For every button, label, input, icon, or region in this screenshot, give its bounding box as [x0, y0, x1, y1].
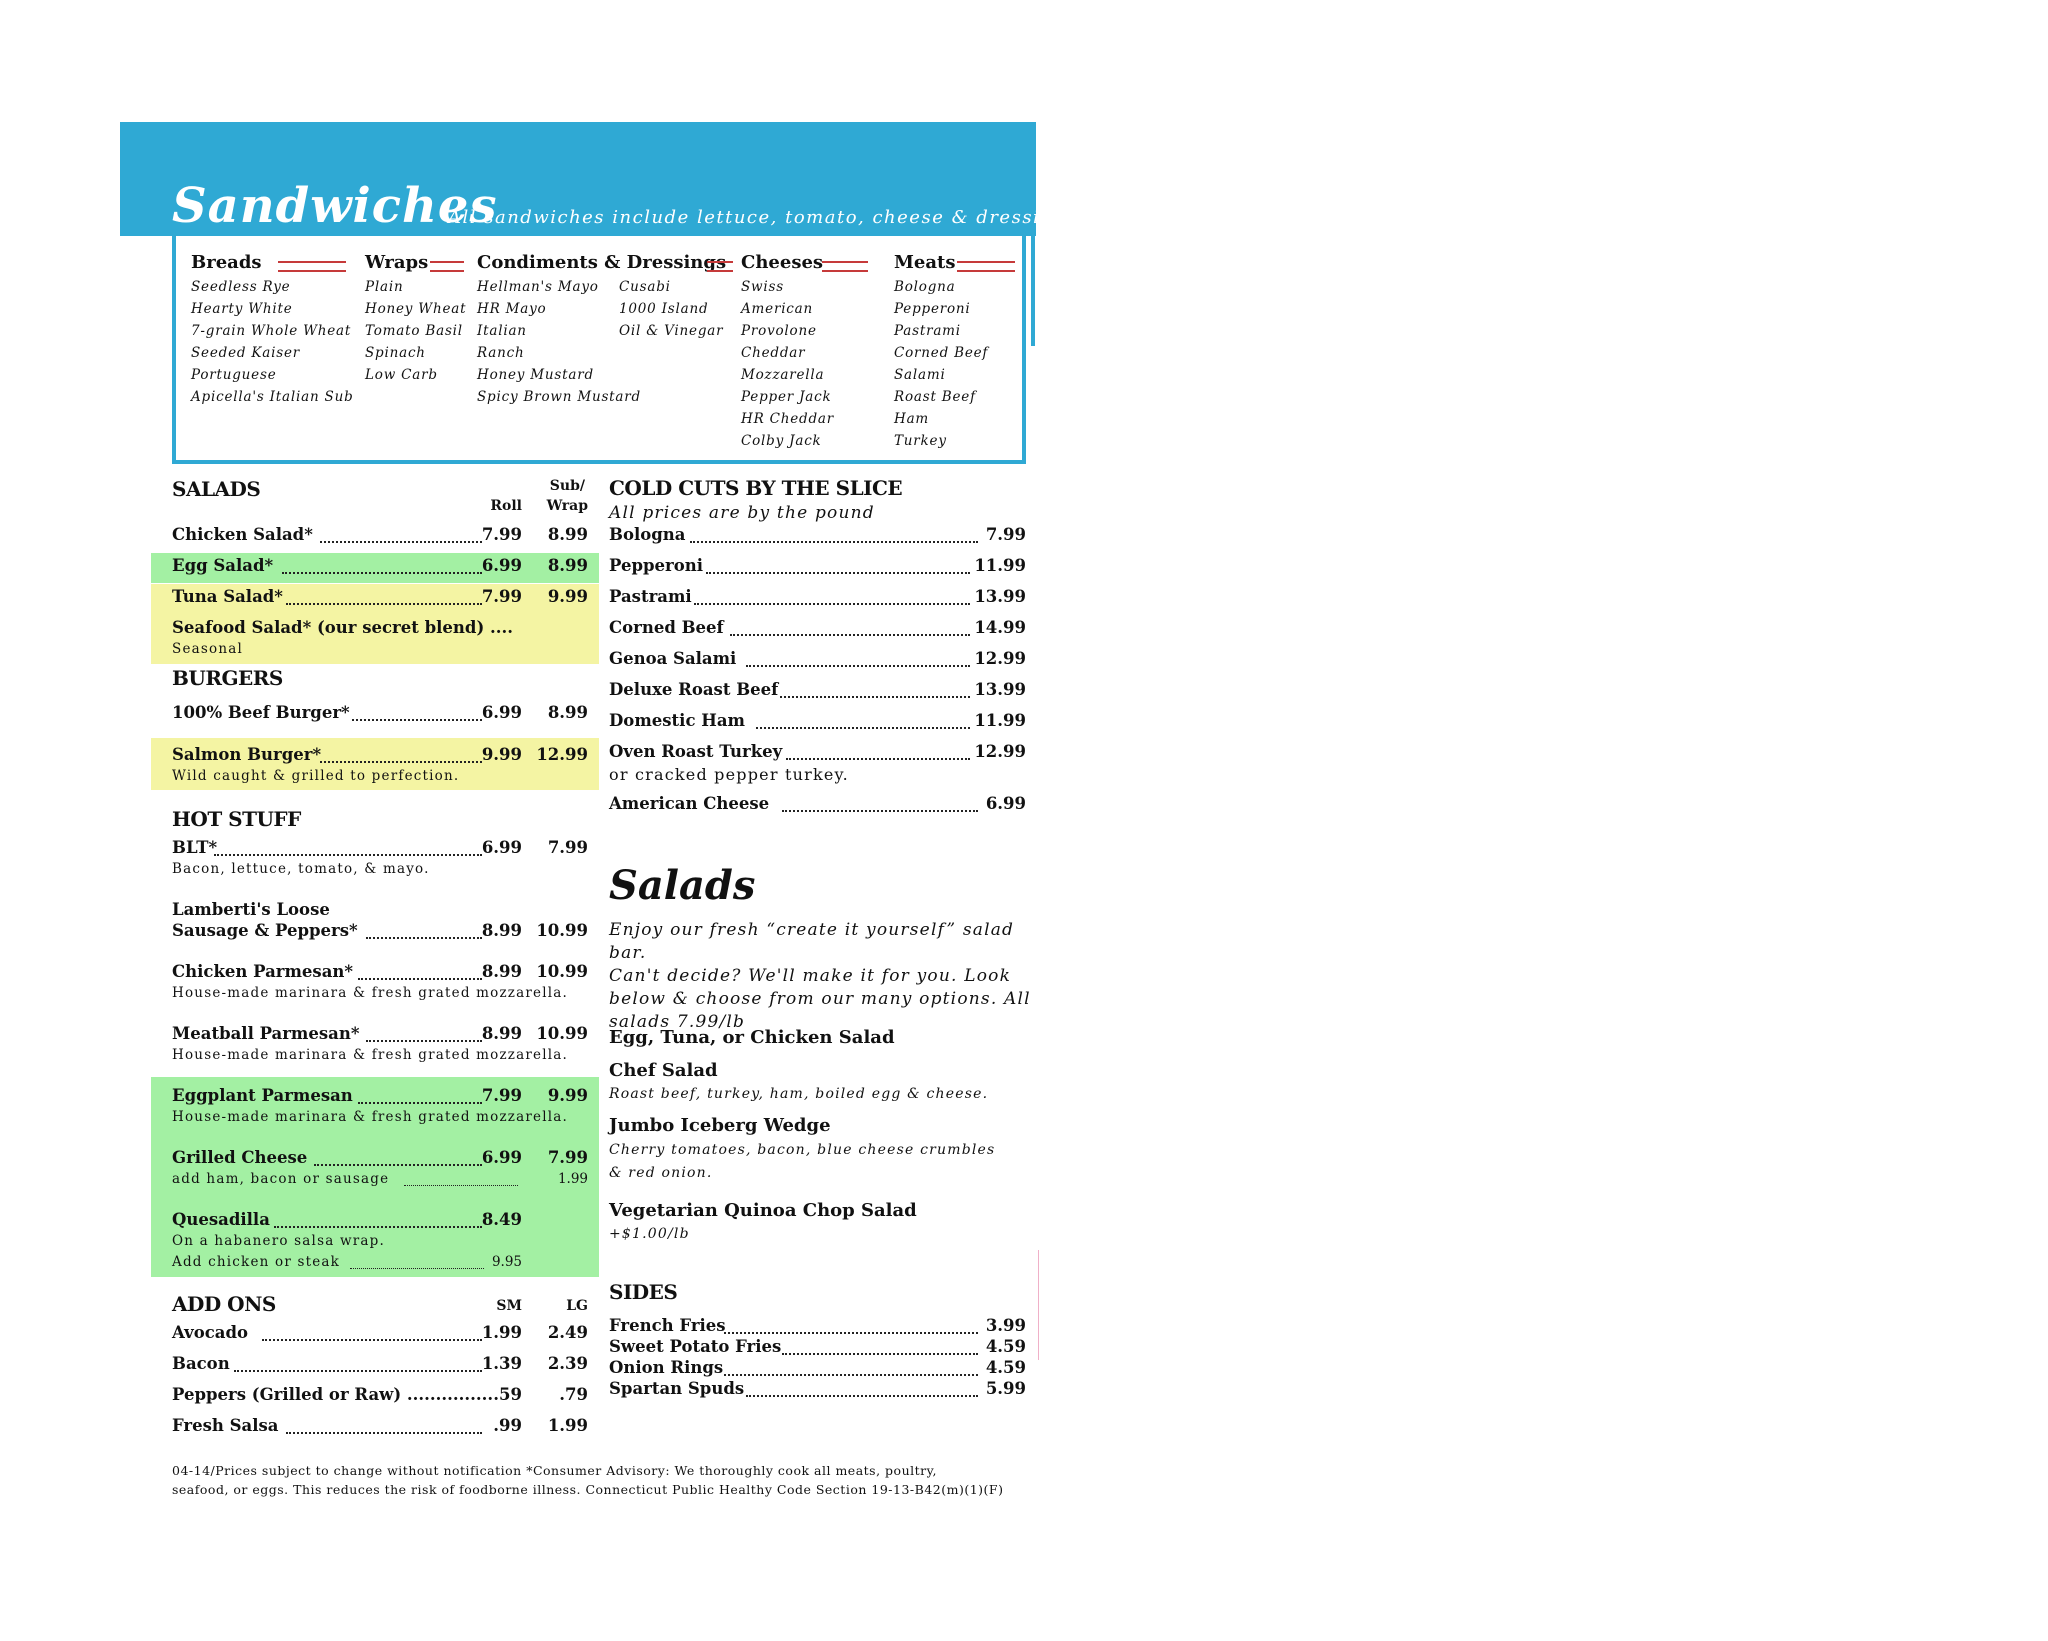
- leader-dots: [286, 1432, 482, 1434]
- price: 6.99: [985, 794, 1026, 813]
- col-lg-header: LG: [566, 1298, 588, 1314]
- cheeses-list: [741, 276, 834, 452]
- salad-bar-intro: [609, 919, 1039, 1034]
- menu-item-note: or cracked pepper turkey.: [609, 765, 849, 784]
- leader-dots: [782, 1353, 978, 1355]
- menu-item-name: Spartan Spuds: [609, 1379, 745, 1398]
- menu-item-name: Bologna: [609, 525, 686, 544]
- intro-line: salads 7.99/lb: [609, 1012, 746, 1032]
- price-sub: 7.99: [547, 1148, 588, 1167]
- price-sub: 10.99: [536, 962, 588, 981]
- sides-title: SIDES: [609, 1280, 678, 1304]
- leader-dots: [282, 572, 482, 574]
- menu-item-name: Quesadilla: [172, 1210, 270, 1229]
- menu-item-name: Domestic Ham: [609, 711, 745, 730]
- leader-dots: [314, 1164, 482, 1166]
- list-item: Apicella's Italian Sub: [191, 389, 354, 405]
- menu-item-name: Chicken Salad*: [172, 525, 313, 544]
- leader-dots: [366, 937, 482, 939]
- list-item: Seeded Kaiser: [191, 345, 301, 361]
- meats-list: [894, 276, 988, 452]
- menu-item-name: Bacon: [172, 1354, 230, 1373]
- list-item: Low Carb: [365, 367, 438, 383]
- menu-item-name: Salmon Burger*: [172, 745, 322, 764]
- price-roll: 7.99: [481, 525, 522, 544]
- menu-item-note: On a habanero salsa wrap.: [172, 1233, 385, 1249]
- price: 13.99: [974, 680, 1026, 699]
- wraps-heading: Wraps: [365, 252, 429, 273]
- condiments-heading: Condiments & Dressings: [477, 252, 727, 273]
- price-roll: 8.49: [481, 1210, 522, 1229]
- price-roll: 9.99: [481, 745, 522, 764]
- sandwiches-subtitle: All sandwiches include lettuce, tomato, cheese & dressing.: [448, 207, 1074, 228]
- meats-rule: [957, 261, 1015, 272]
- edge-mark: [1038, 1250, 1039, 1360]
- price-roll: 7.99: [481, 1086, 522, 1105]
- price-roll: 6.99: [481, 703, 522, 722]
- cold-cuts-subtitle: All prices are by the pound: [609, 503, 875, 523]
- menu-item-name: Deluxe Roast Beef: [609, 680, 779, 699]
- addon-price: 9.95: [491, 1254, 522, 1270]
- menu-item-name: 100% Beef Burger*: [172, 703, 350, 722]
- price-sm: 1.99: [481, 1323, 522, 1342]
- menu-item-name: BLT*: [172, 838, 218, 857]
- price: 4.59: [985, 1358, 1026, 1377]
- price-sub: 10.99: [536, 1024, 588, 1043]
- list-item: Ranch: [477, 345, 525, 361]
- price-sm: 1.39: [481, 1354, 522, 1373]
- price: 11.99: [974, 556, 1026, 575]
- col-roll-header: Roll: [490, 498, 522, 514]
- list-item: Turkey: [894, 433, 947, 449]
- breads-heading: Breads: [191, 252, 262, 273]
- price-sub: 8.99: [547, 525, 588, 544]
- leader-dots: [746, 665, 970, 667]
- price-roll: 7.99: [481, 587, 522, 606]
- leader-dots: [352, 719, 482, 721]
- price-roll: 6.99: [481, 556, 522, 575]
- menu-item-name: Oven Roast Turkey: [609, 742, 783, 761]
- menu-item-note: Cherry tomatoes, bacon, blue cheese crumbles: [609, 1142, 996, 1158]
- intro-line: Enjoy our fresh “create it yourself” salad bar.: [609, 920, 1015, 963]
- list-item: Provolone: [741, 323, 817, 339]
- leader-dots: [786, 758, 970, 760]
- leader-dots: [286, 603, 482, 605]
- col-wrap-header: Wrap: [546, 498, 588, 514]
- addon-price: 1.99: [557, 1171, 588, 1187]
- list-item: Hellman's Mayo: [477, 279, 599, 295]
- leader-dots: [234, 1370, 482, 1372]
- menu-item-name: Pastrami: [609, 587, 692, 606]
- menu-item-note-2: Add chicken or steak: [172, 1254, 341, 1270]
- cheeses-heading: Cheeses: [741, 252, 824, 273]
- leader-dots: [350, 1268, 484, 1269]
- menu-item-name: Chicken Parmesan*: [172, 962, 354, 981]
- price-lg: 1.99: [547, 1416, 588, 1435]
- list-item: American: [741, 301, 814, 317]
- menu-item-note: House-made marinara & fresh grated mozzarella.: [172, 1109, 568, 1125]
- list-item: Tomato Basil: [365, 323, 463, 339]
- price: 13.99: [974, 587, 1026, 606]
- leader-dots: [724, 1332, 978, 1334]
- menu-item-name: Corned Beef: [609, 618, 724, 637]
- list-item: Portuguese: [191, 367, 277, 383]
- breads-list: [191, 276, 354, 408]
- list-item: Cusabi: [619, 279, 671, 295]
- leader-dots: [358, 1102, 482, 1104]
- price-roll: 8.99: [481, 962, 522, 981]
- price: 4.59: [985, 1337, 1026, 1356]
- menu-item-name: Seafood Salad* (our secret blend) ....: [172, 618, 513, 637]
- list-item: Mozzarella: [741, 367, 825, 383]
- leader-dots: [780, 696, 970, 698]
- menu-item-name: Fresh Salsa: [172, 1416, 279, 1435]
- banner-edge: [1031, 236, 1035, 346]
- menu-item-note: House-made marinara & fresh grated mozzarella.: [172, 1047, 568, 1063]
- price-roll: 8.99: [481, 1024, 522, 1043]
- menu-item-name: American Cheese: [609, 794, 770, 813]
- menu-item-name: Sweet Potato Fries: [609, 1337, 782, 1356]
- menu-item-note: Seasonal: [172, 641, 244, 657]
- hot-stuff-title: HOT STUFF: [172, 807, 301, 831]
- menu-item-name: Eggplant Parmesan: [172, 1086, 353, 1105]
- menu-item-name: Grilled Cheese: [172, 1148, 308, 1167]
- price: 12.99: [974, 649, 1026, 668]
- price-sub: 8.99: [547, 556, 588, 575]
- price: 7.99: [985, 525, 1026, 544]
- leader-dots: [404, 1185, 518, 1186]
- menu-item-name-line1: Lamberti's Loose: [172, 900, 330, 919]
- salad-bar-title: Salads: [609, 862, 756, 909]
- cold-cuts-title: COLD CUTS BY THE SLICE: [609, 476, 903, 500]
- price: 5.99: [985, 1379, 1026, 1398]
- leader-dots: [262, 1339, 482, 1341]
- price-lg: .79: [559, 1385, 588, 1404]
- leader-dots: [274, 1226, 482, 1228]
- list-item: Honey Wheat: [365, 301, 467, 317]
- menu-item-name: Pepperoni: [609, 556, 703, 575]
- col-sub-header: Sub/: [549, 478, 585, 494]
- menu-item-note-2: & red onion.: [609, 1165, 713, 1181]
- meats-heading: Meats: [894, 252, 956, 273]
- price: 3.99: [985, 1316, 1026, 1335]
- menu-item-name: Meatball Parmesan*: [172, 1024, 360, 1043]
- list-item: Honey Mustard: [477, 367, 594, 383]
- price-sub: 8.99: [547, 703, 588, 722]
- price-sub: 12.99: [536, 745, 588, 764]
- menu-item-name: Egg, Tuna, or Chicken Salad: [609, 1027, 895, 1048]
- list-item: Plain: [365, 279, 404, 295]
- list-item: Hearty White: [191, 301, 293, 317]
- leader-dots: [358, 978, 482, 980]
- leader-dots: [724, 1374, 978, 1376]
- leader-dots: [756, 727, 970, 729]
- condiments-list-a: [477, 276, 641, 408]
- menu-item-name: Vegetarian Quinoa Chop Salad: [609, 1200, 917, 1221]
- list-item: Oil & Vinegar: [619, 323, 724, 339]
- menu-item-name: Egg Salad*: [172, 556, 274, 575]
- menu-item-name: Chef Salad: [609, 1060, 718, 1081]
- price-lg: 2.39: [547, 1354, 588, 1373]
- footer-line: 04-14/Prices subject to change without notification *Consumer Advisory: We thoroughly cook all meats, poultry,: [172, 1463, 937, 1478]
- price-roll: 8.99: [481, 921, 522, 940]
- price-sm: .59: [493, 1385, 522, 1404]
- price-roll: 6.99: [481, 1148, 522, 1167]
- list-item: Pepperoni: [894, 301, 971, 317]
- list-item: Spicy Brown Mustard: [477, 389, 641, 405]
- price: 11.99: [974, 711, 1026, 730]
- col-sm-header: SM: [496, 1298, 522, 1314]
- price-sub: 7.99: [547, 838, 588, 857]
- footer-line: seafood, or eggs. This reduces the risk of foodborne illness. Connecticut Public Healthy Code Section 19-13-B42(m)(1)(F): [172, 1482, 1004, 1497]
- list-item: Colby Jack: [741, 433, 822, 449]
- price-sub: 9.99: [547, 1086, 588, 1105]
- wraps-rule: [430, 261, 464, 272]
- leader-dots: [746, 1395, 978, 1397]
- list-item: Ham: [894, 411, 930, 427]
- list-item: Corned Beef: [894, 345, 989, 361]
- list-item: 1000 Island: [619, 301, 709, 317]
- price-sub: 10.99: [536, 921, 588, 940]
- salads-title: SALADS: [172, 477, 261, 501]
- menu-item-name: Peppers (Grilled or Raw) ...............: [172, 1385, 494, 1404]
- price-roll: 6.99: [481, 838, 522, 857]
- cheeses-rule: [822, 261, 868, 272]
- leader-dots: [320, 761, 482, 763]
- menu-item-note: +$1.00/lb: [609, 1226, 690, 1242]
- menu-item-note: House-made marinara & fresh grated mozzarella.: [172, 985, 568, 1001]
- breads-rule: [278, 261, 346, 272]
- menu-item-note: Bacon, lettuce, tomato, & mayo.: [172, 861, 430, 877]
- leader-dots: [320, 541, 482, 543]
- list-item: Italian: [477, 323, 527, 339]
- list-item: Bologna: [894, 279, 956, 295]
- menu-item-name: Sausage & Peppers*: [172, 921, 358, 940]
- leader-dots: [690, 541, 978, 543]
- leader-dots: [366, 1040, 482, 1042]
- price: 14.99: [974, 618, 1026, 637]
- price: 12.99: [974, 742, 1026, 761]
- list-item: Salami: [894, 367, 946, 383]
- list-item: Pastrami: [894, 323, 961, 339]
- condiments-rule: [707, 261, 733, 272]
- menu-item-name: Avocado: [172, 1323, 249, 1342]
- menu-item-note: add ham, bacon or sausage: [172, 1171, 390, 1187]
- burgers-title: BURGERS: [172, 666, 283, 690]
- price-sm: .99: [493, 1416, 522, 1435]
- list-item: Spinach: [365, 345, 426, 361]
- leader-dots: [694, 603, 970, 605]
- intro-line: below & choose from our many options. All: [609, 989, 1031, 1009]
- footer-disclaimer: [172, 1461, 1032, 1499]
- menu-item-name: French Fries: [609, 1316, 726, 1335]
- menu-item-note: Roast beef, turkey, ham, boiled egg & cheese.: [609, 1086, 989, 1102]
- wraps-list: [365, 276, 466, 386]
- leader-dots: [706, 572, 970, 574]
- menu-item-name: Onion Rings: [609, 1358, 724, 1377]
- list-item: Cheddar: [741, 345, 806, 361]
- list-item: Swiss: [741, 279, 784, 295]
- list-item: Roast Beef: [894, 389, 976, 405]
- add-ons-title: ADD ONS: [172, 1292, 276, 1316]
- condiments-list-b: [619, 276, 723, 342]
- leader-dots: [214, 854, 482, 856]
- price-sub: 9.99: [547, 587, 588, 606]
- sandwiches-title: Sandwiches: [172, 178, 498, 234]
- menu-item-name: Jumbo Iceberg Wedge: [609, 1115, 831, 1136]
- list-item: HR Cheddar: [741, 411, 835, 427]
- list-item: Seedless Rye: [191, 279, 291, 295]
- list-item: HR Mayo: [477, 301, 547, 317]
- menu-item-name: Genoa Salami: [609, 649, 737, 668]
- leader-dots: [730, 634, 970, 636]
- list-item: Pepper Jack: [741, 389, 832, 405]
- menu-item-note: Wild caught & grilled to perfection.: [172, 768, 460, 784]
- menu-item-name: Tuna Salad*: [172, 587, 283, 606]
- price-lg: 2.49: [547, 1323, 588, 1342]
- list-item: 7-grain Whole Wheat: [191, 323, 352, 339]
- intro-line: Can't decide? We'll make it for you. Look: [609, 966, 1012, 986]
- leader-dots: [782, 810, 978, 812]
